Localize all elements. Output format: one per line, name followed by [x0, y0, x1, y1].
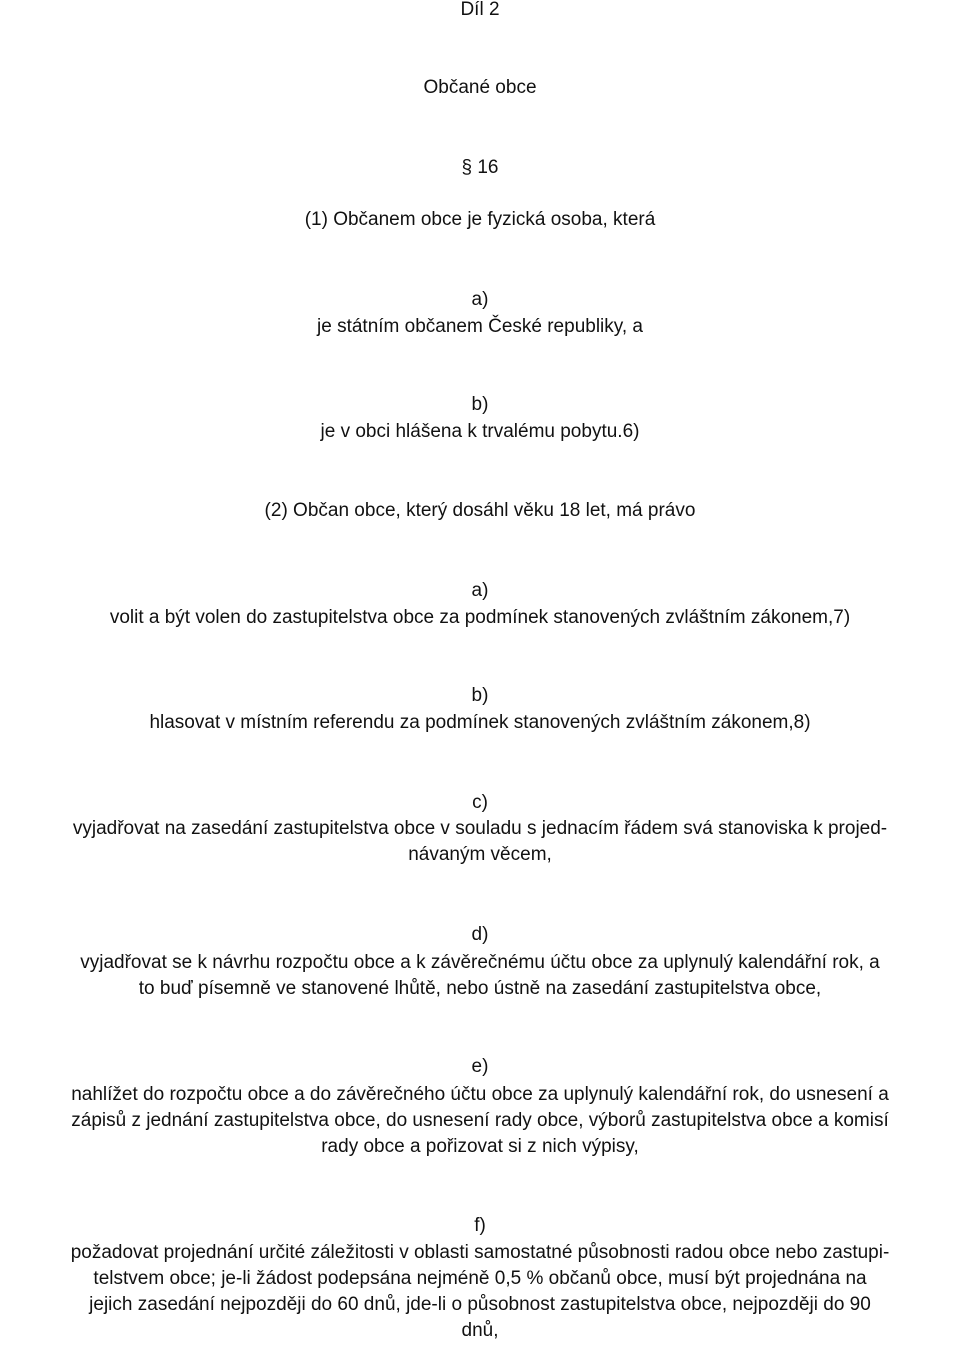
para2-item-f-line: jejich zasedání nejpozději do 60 dnů, jde-li o působnost zastupitelstva obce, nejpozději do 90	[89, 1294, 871, 1315]
para2-item-d-text	[0, 950, 960, 1002]
para2-item-e-label: e)	[471, 1056, 489, 1077]
para2-item-e-line: rady obce a pořizovat si z nich výpisy,	[321, 1136, 639, 1157]
section-mark: § 16	[461, 157, 499, 178]
para1-item-a-text: je státním občanem České republiky, a	[317, 316, 643, 337]
para2-item-f-line: dnů,	[461, 1320, 499, 1341]
para2-item-f-line: telstvem obce; je-li žádost podepsána nejméně 0,5 % občanů obce, musí být projednána na	[93, 1268, 867, 1289]
para2-item-c-line: vyjadřovat na zasedání zastupitelstva obce v souladu s jednacím řádem svá stanoviska k projed-	[72, 818, 888, 839]
part-title: Občané obce	[423, 77, 537, 98]
para2-item-c-label: c)	[472, 792, 488, 813]
para2-item-f-line: požadovat projednání určité záležitosti v oblasti samostatné působnosti radou obce nebo zastupi-	[70, 1242, 890, 1263]
para2-intro: (2) Občan obce, který dosáhl věku 18 let, má právo	[264, 500, 696, 521]
para2-item-d-line: vyjadřovat se k návrhu rozpočtu obce a k závěrečnému účtu obce za uplynulý kalendářní rok, a	[80, 952, 880, 973]
para2-item-f-text	[0, 1240, 960, 1344]
para1-item-a-label: a)	[471, 289, 489, 310]
para2-item-f-label: f)	[474, 1215, 486, 1236]
para1-item-b-text: je v obci hlášena k trvalému pobytu.6)	[320, 421, 640, 442]
para2-item-b-text: hlasovat v místním referendu za podmínek stanovených zvláštním zákonem,8)	[149, 712, 811, 733]
para2-item-e-text	[0, 1082, 960, 1160]
part-heading: Díl 2	[460, 0, 500, 20]
para2-item-e-line: zápisů z jednání zastupitelstva obce, do usnesení rady obce, výborů zastupitelstva obce a komisí	[71, 1110, 889, 1131]
para1-item-b-label: b)	[471, 394, 489, 415]
para2-item-a-text: volit a být volen do zastupitelstva obce za podmínek stanovených zvláštním zákonem,7)	[109, 607, 851, 628]
para2-item-a-label: a)	[471, 580, 489, 601]
para2-item-e-line: nahlížet do rozpočtu obce a do závěrečného účtu obce za uplynulý kalendářní rok, do usnesení a	[71, 1084, 889, 1105]
para2-item-d-label: d)	[471, 924, 489, 945]
para2-item-c-text	[0, 816, 960, 868]
para2-item-d-line: to buď písemně ve stanovené lhůtě, nebo ústně na zasedání zastupitelstva obce,	[138, 978, 822, 999]
para2-item-c-line: návaným věcem,	[408, 844, 552, 865]
para2-item-b-label: b)	[471, 685, 489, 706]
para1-intro: (1) Občanem obce je fyzická osoba, která	[304, 209, 656, 230]
